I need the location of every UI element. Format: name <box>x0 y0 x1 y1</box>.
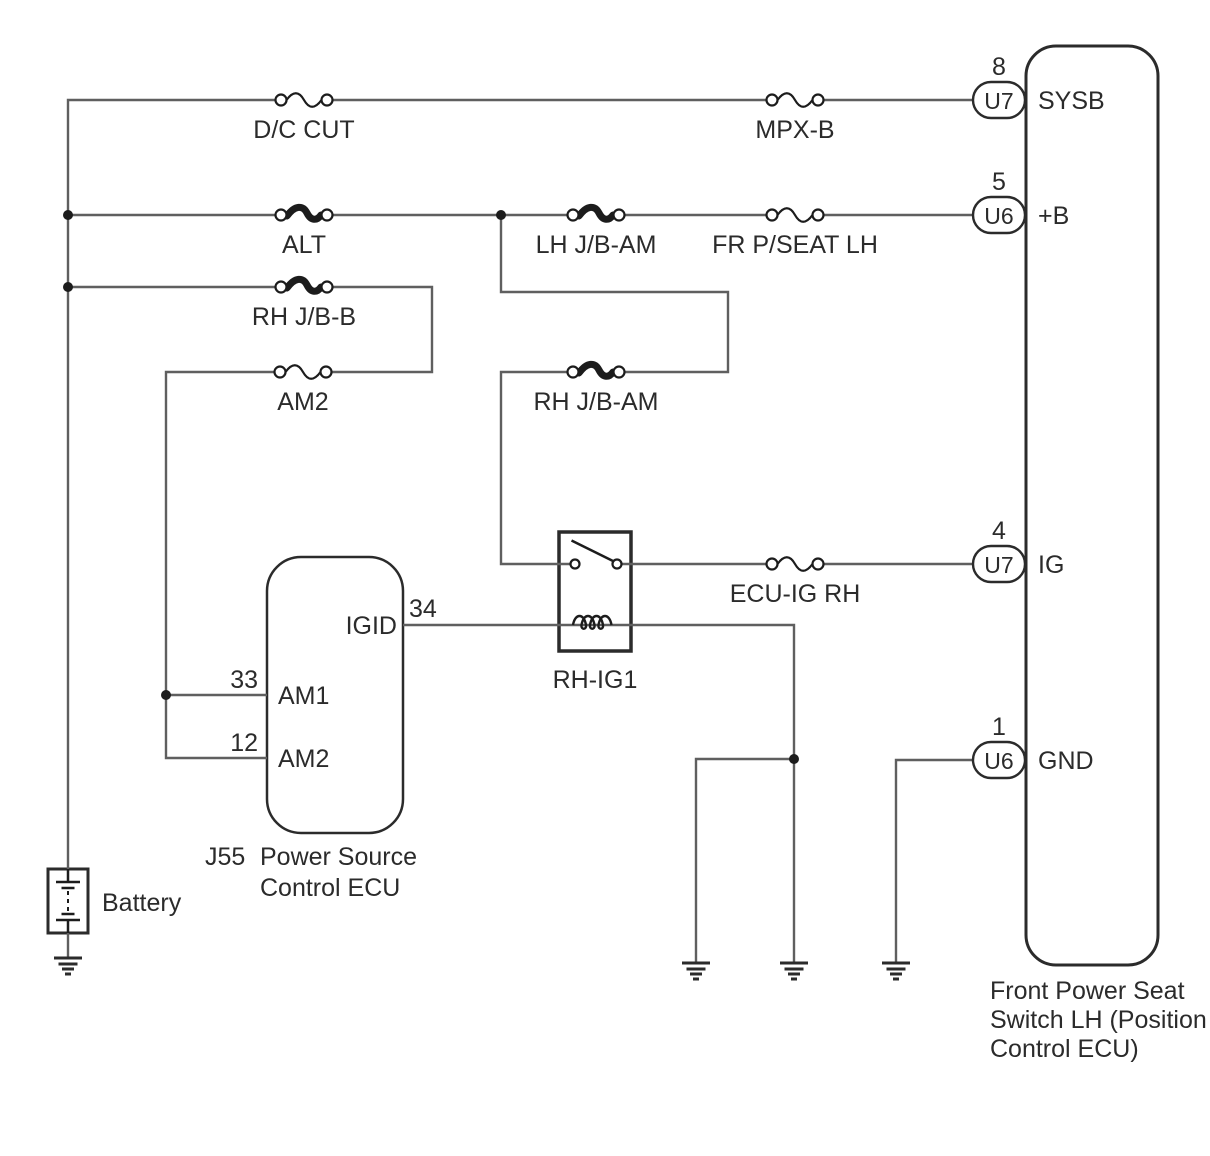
pin-terminal: U6 <box>984 748 1014 774</box>
fuse-terminal-circle <box>322 95 333 106</box>
pin-number: 5 <box>992 168 1006 196</box>
ecu-pin-number: 33 <box>230 666 258 694</box>
fuse-label: FR P/SEAT LH <box>712 231 878 259</box>
ecu-name-line: Control ECU <box>260 874 401 902</box>
pin-number: 8 <box>992 53 1006 81</box>
fuse-label: AM2 <box>277 388 329 416</box>
fuse-terminal-circle <box>322 282 333 293</box>
fuse-terminal-circle <box>813 210 824 221</box>
fuse-label: LH J/B-AM <box>535 231 657 259</box>
ecu-pin-label: AM1 <box>278 682 330 710</box>
fuse-terminal-circle <box>813 559 824 570</box>
pin-label: GND <box>1038 747 1094 775</box>
fuse-label: ALT <box>282 231 326 259</box>
connector-caption-line: Switch LH (Position <box>990 1006 1207 1034</box>
fuse-terminal-circle <box>276 210 287 221</box>
fuse-terminal-circle <box>614 367 625 378</box>
ecu-pin-label: IGID <box>345 612 397 640</box>
relay-contact <box>571 560 580 569</box>
fuse-terminal-circle <box>767 95 778 106</box>
fuse-terminal-circle <box>614 210 625 221</box>
junction-dot <box>789 754 799 764</box>
relay-contact <box>613 560 622 569</box>
pin-terminal: U7 <box>984 88 1014 114</box>
pin-number: 1 <box>992 713 1006 741</box>
pin-number: 4 <box>992 517 1006 545</box>
fuse-label: D/C CUT <box>253 116 355 144</box>
connector-box <box>1026 46 1158 965</box>
junction-dot <box>63 210 73 220</box>
pin-terminal: U7 <box>984 552 1014 578</box>
fuse-terminal-circle <box>568 367 579 378</box>
fuse-label: RH J/B-AM <box>533 388 659 416</box>
fuse-terminal-circle <box>322 210 333 221</box>
ecu-pin-label: AM2 <box>278 745 330 773</box>
pin-label: SYSB <box>1038 87 1105 115</box>
fuse-terminal-circle <box>275 367 286 378</box>
fuse-terminal-circle <box>276 282 287 293</box>
ecu-id-label: J55 <box>205 843 246 871</box>
relay-box <box>559 532 631 651</box>
battery-label: Battery <box>102 889 182 917</box>
connector-caption-line: Front Power Seat <box>990 977 1185 1005</box>
fuse-terminal-circle <box>321 367 332 378</box>
ecu-pin-number: 34 <box>409 595 437 623</box>
fuse-terminal-circle <box>568 210 579 221</box>
fuse-label: ECU-IG RH <box>729 580 861 608</box>
fuse-label: MPX-B <box>755 116 835 144</box>
junction-dot <box>63 282 73 292</box>
relay-label: RH-IG1 <box>552 666 638 694</box>
fuse-terminal-circle <box>767 210 778 221</box>
pin-terminal: U6 <box>984 203 1014 229</box>
ecu-name-line: Power Source <box>260 843 418 871</box>
fuse-terminal-circle <box>767 559 778 570</box>
junction-dot <box>496 210 506 220</box>
junction-dot <box>161 690 171 700</box>
fuse-terminal-circle <box>276 95 287 106</box>
fuse-terminal-circle <box>813 95 824 106</box>
fuse-label: RH J/B-B <box>251 303 357 331</box>
ecu-pin-number: 12 <box>230 729 258 757</box>
connector-caption-line: Control ECU) <box>990 1035 1139 1063</box>
pin-label: +B <box>1038 202 1070 230</box>
pin-label: IG <box>1038 551 1065 579</box>
